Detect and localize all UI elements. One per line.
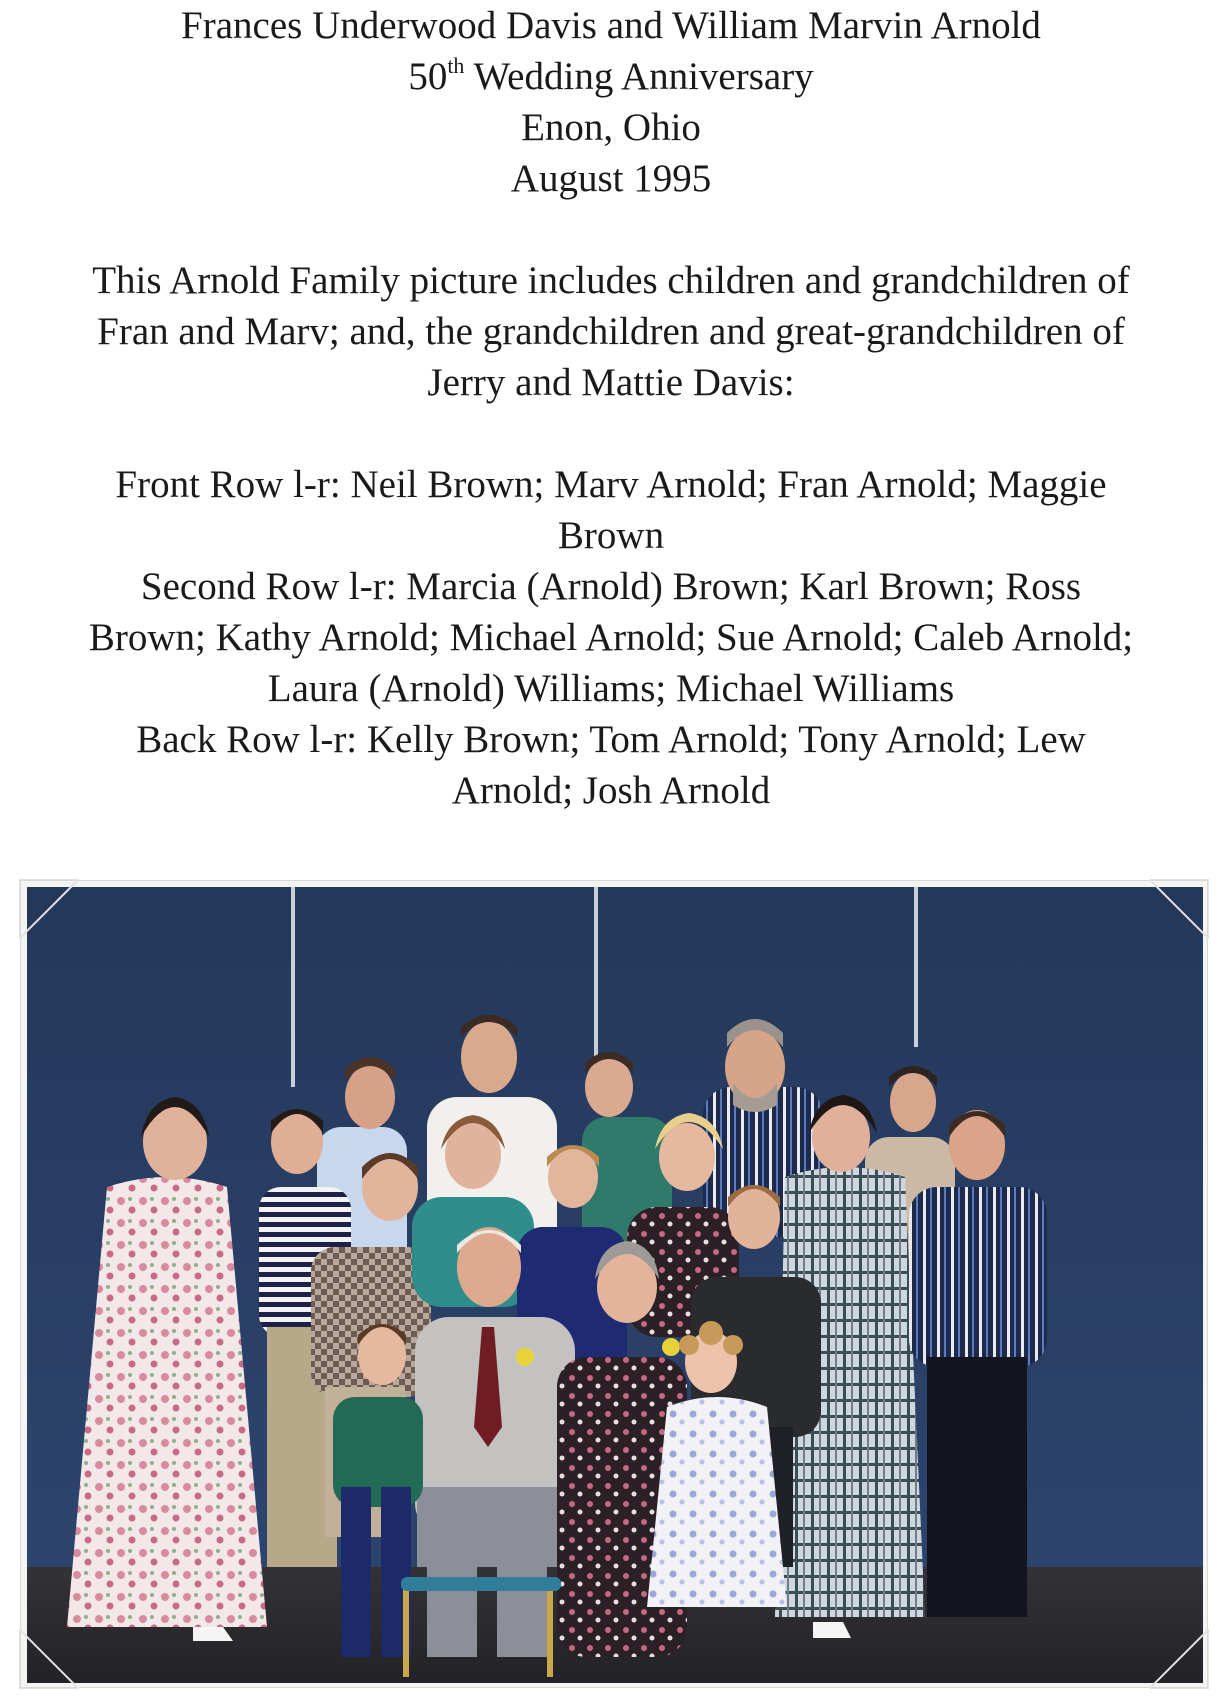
front-row-line-1: Front Row l-r: Neil Brown; Marv Arnold; Fran Arnold; Maggie	[115, 463, 1107, 506]
caption-anniversary	[0, 51, 1222, 102]
description-line-2: Fran and Marv; and, the grandchildren and great-grandchildren of	[97, 310, 1125, 353]
family-photo-frame	[20, 880, 1208, 1688]
second-row-line-2: Brown; Kathy Arnold; Michael Arnold; Sue Arnold; Caleb Arnold;	[88, 616, 1134, 659]
anniversary-text: Wedding Anniversary	[473, 55, 814, 98]
back-row-line-1: Back Row l-r: Kelly Brown; Tom Arnold; Tony Arnold; Lew	[136, 718, 1086, 761]
back-row-line-2: Arnold; Josh Arnold	[451, 769, 771, 812]
second-row-line-1: Second Row l-r: Marcia (Arnold) Brown; Karl Brown; Ross	[140, 565, 1082, 608]
caption-text	[0, 0, 1222, 816]
description-line-1: This Arnold Family picture includes children and grandchildren of	[92, 259, 1130, 302]
description-line-3: Jerry and Mattie Davis:	[427, 361, 795, 404]
anniversary-suffix: th	[447, 53, 465, 78]
caption-location: Enon, Ohio	[521, 106, 701, 149]
front-row-line-2: Brown	[557, 514, 665, 557]
caption-title: Frances Underwood Davis and William Marvin Arnold	[181, 4, 1041, 47]
family-group-photo-icon	[27, 887, 1203, 1683]
caption-date: August 1995	[510, 157, 712, 200]
second-row-line-3: Laura (Arnold) Williams; Michael Williams	[267, 667, 955, 710]
anniversary-number: 50	[408, 55, 448, 98]
